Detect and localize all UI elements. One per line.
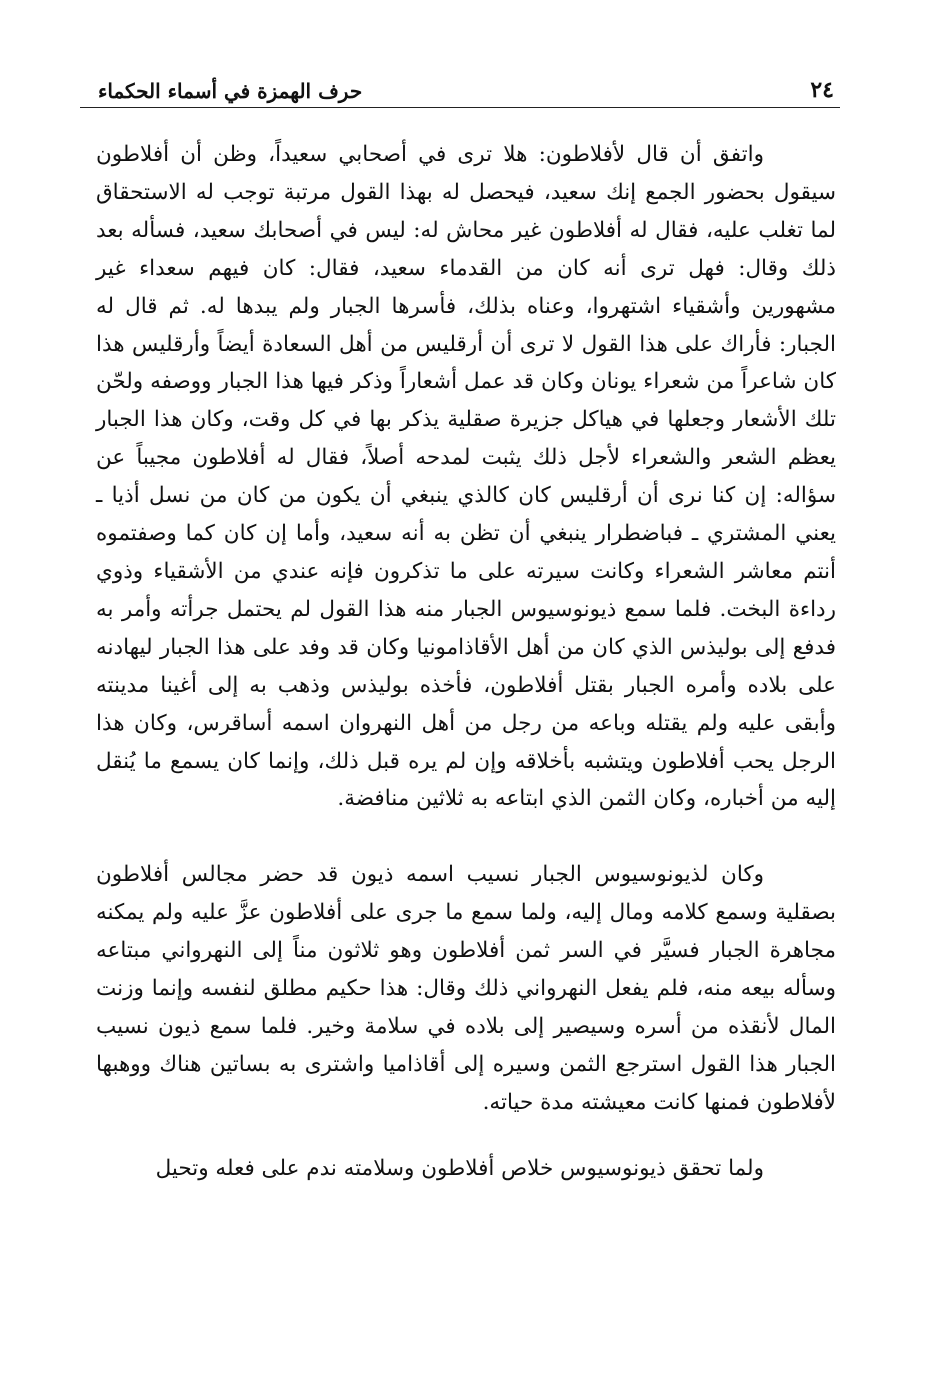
paragraph-1: واتفق أن قال لأفلاطون: هلا ترى في أصحابي سعيداً، وظن أن أفلاطون سيقول بحضور الجمع إنك سعيد، فيحصل له بهذا القول مرتبة توجب له الاستحقاق لما تغلب عليه، فقال له أفلاطون غير محاش له: ليس في أصحابك سعيد، فسأله بعد ذلك وقال: فهل ترى أنه كان من القدماء سعيد، فقال: كان فيهم سعداء غير مشهورين وأشقياء اشتهروا، وعناه بذلك، فأسرها الجبار ولم يبدها له. ثم قال له الجبار: فأراك على هذا القول لا ترى أن أرقليس من أهل السعادة أيضاً وأرقليس هذا كان شاعراً من شعراء يونان وكان قد عمل أشعاراً وذكر فيها هذا الجبار ووصفه ولحّن تلك الأشعار وجعلها في هياكل جزيرة صقلية يذكر بها في كل وقت، وكان هذا الجبار يعظم الشعر والشعراء لأجل ذلك يثبت لمدحه أصلاً، فقال له أفلاطون مجيباً عن سؤاله: إن كنا نرى أن أرقليس كان كالذي ينبغي أن يكون من كان من نسل أذيا ـ يعني المشتري ـ فباضطرار ينبغي أن تظن به أنه سعيد، وأما إن كان كما وصفتموه أنتم معاشر الشعراء وكانت سيرته على ما تذكرون فإنه عندي من الأشقياء وذوي رداءة البخت. فلما سمع ذيونوسيوس الجبار منه هذا القول لم يحتمل جرأته وأمر به فدفع إلى بوليذس الذي كان من أهل الأقاذامونيا وكان قد وفد على هذا الجبار ليهادنه على بلاده وأمره الجبار بقتل أفلاطون، فأخذه بوليذس وذهب به إلى أغينا مدينته وأبقى عليه ولم يقتله وباعه من رجل من أهل النهروان اسمه أساقرس، وكان هذا الرجل يحب أفلاطون ويتشبه بأخلاقه وإن لم يره قبل ذلك، وإنما كان يسمع ما يُنقل إليه من أخباره، وكان الثمن الذي ابتاعه به ثلاثين منافضة. [96,142,836,812]
running-title: حرف الهمزة في أسماء الحكماء [98,79,363,103]
paragraph-3: ولما تحقق ذيونوسيوس خلاص أفلاطون وسلامته ندم على فعله وتحيل [155,1155,764,1181]
page-header [80,68,840,108]
body-text [96,136,836,1188]
paragraph-2: وكان لذيونوسيوس الجبار نسيب اسمه ذيون قد حضر مجالس أفلاطون بصقلية وسمع كلامه ومال إليه، ولما سمع ما جرى على أفلاطون عزَّ عليه ولم يمكنه مجاهرة الجبار فسيَّر في السر ثمن أفلاطون وهو ثلاثون مناً إلى النهرواني مبتاعه وسأله بيعه منه، فلم يفعل النهرواني ذلك وقال: هذا حكيم مطلق لنفسه وإنما وزنت المال لأنقذه من أسره وسيصير إلى بلاده في سلامة وخير. فلما سمع ذيون نسيب الجبار هذا القول استرجع الثمن وسيره إلى أقاذاميا واشترى به بساتين هناك ووهبها لأفلاطون فمنها كانت معيشته مدة حياته. [96,862,836,1115]
page-number: ٢٤ [810,77,834,103]
